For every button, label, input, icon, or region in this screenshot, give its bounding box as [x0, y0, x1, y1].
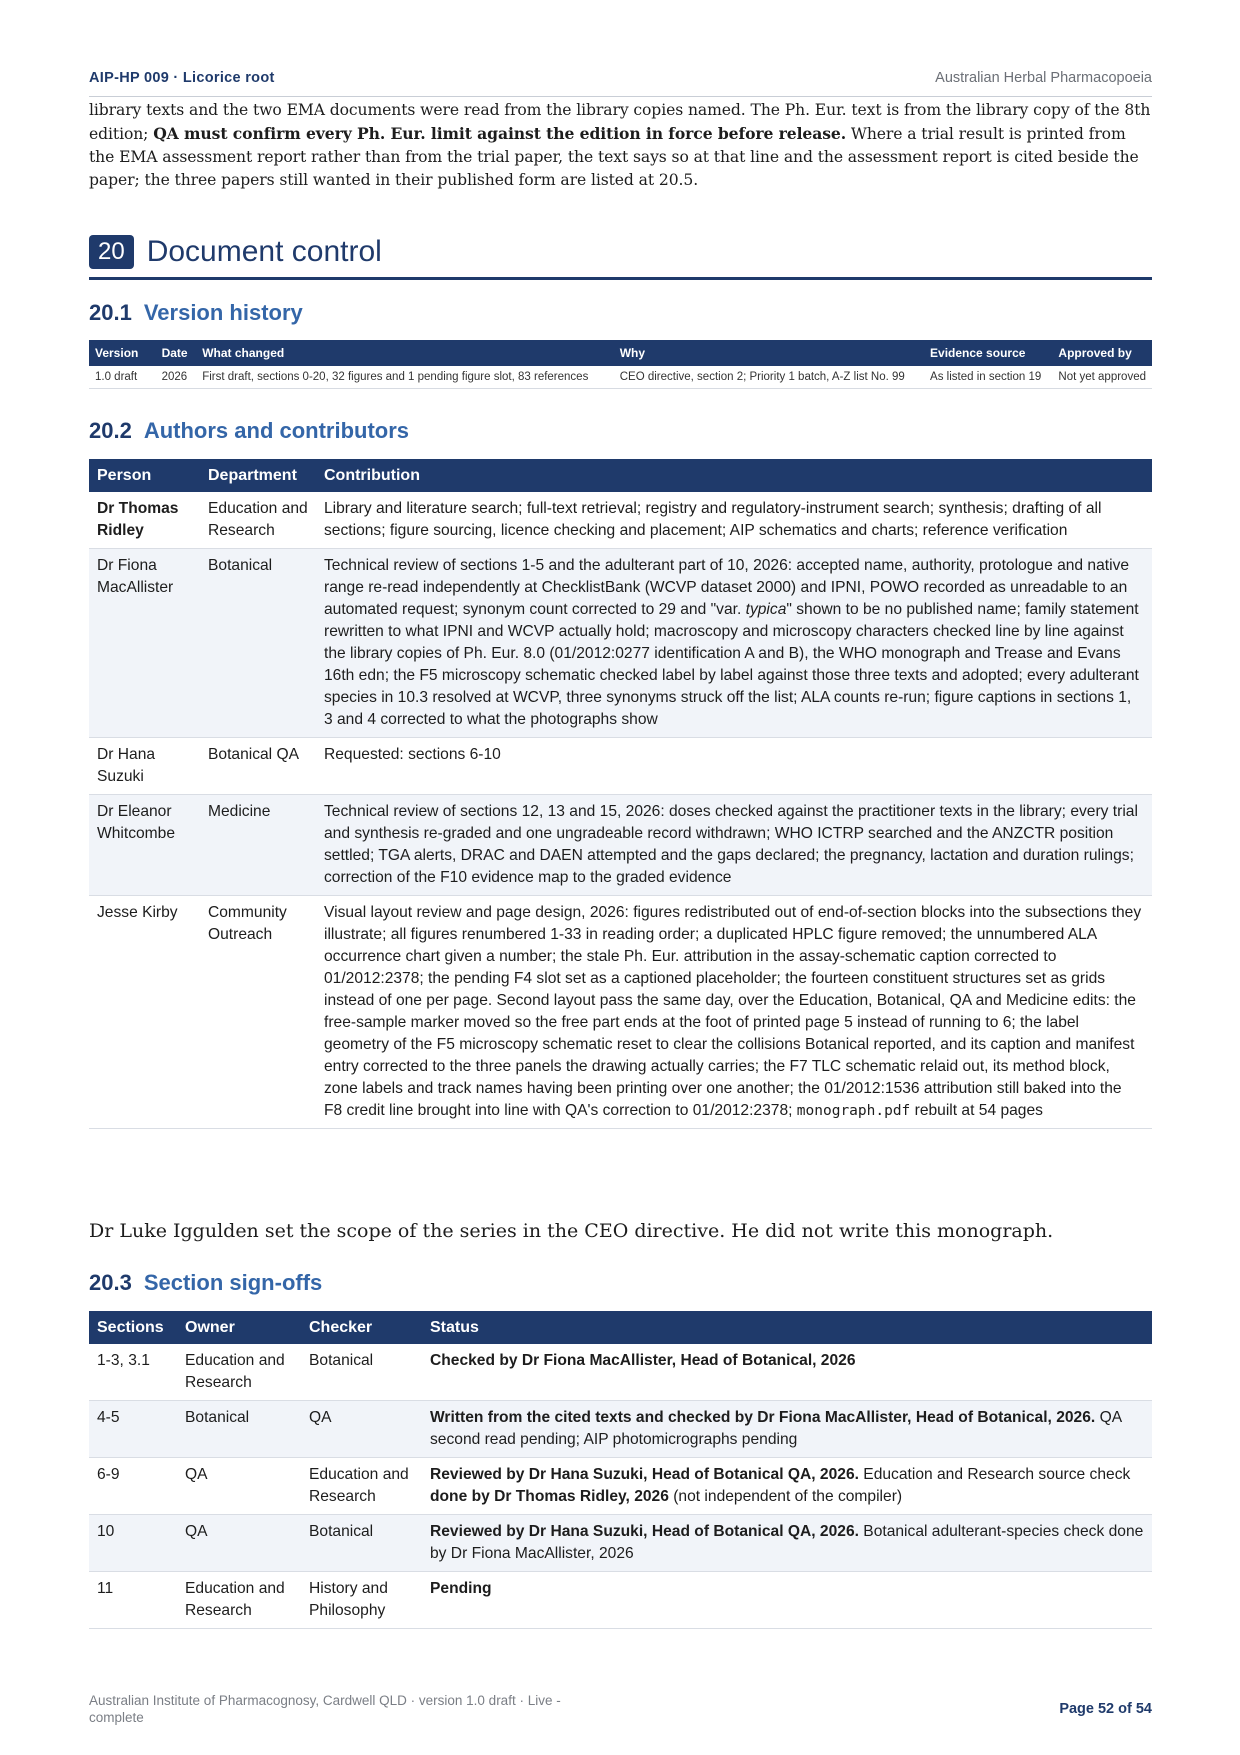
- footer-institution: Australian Institute of Pharmacognosy, Cardwell QLD · version 1.0 draft · Live - complete: [89, 1693, 561, 1725]
- scope-note: Dr Luke Iggulden set the scope of the series in the CEO directive. He did not write this monograph.: [89, 1220, 1054, 1242]
- intro-paragraph: [89, 99, 1152, 192]
- status-bold: Reviewed by Dr Hana Suzuki, Head of Botanical QA, 2026.: [430, 1523, 859, 1540]
- authors-table: [89, 459, 1152, 1129]
- column-header: Why: [614, 340, 924, 366]
- department-cell: Community Outreach: [200, 896, 316, 1129]
- subsection-number: 20.1: [89, 300, 132, 325]
- table-row: [89, 1344, 1152, 1401]
- table-row: [89, 1515, 1152, 1572]
- table-row: [89, 549, 1152, 738]
- contribution-text: rebuilt at 54 pages: [910, 1102, 1043, 1119]
- owner-cell: Education and Research: [177, 1344, 301, 1401]
- column-header: Evidence source: [924, 340, 1052, 366]
- table-row: [89, 896, 1152, 1129]
- status-cell: [422, 1572, 1152, 1629]
- department-cell: Medicine: [200, 795, 316, 896]
- status-text: (not independent of the compiler): [668, 1488, 903, 1505]
- sections-cell: 6-9: [89, 1458, 177, 1515]
- table-cell: First draft, sections 0-20, 32 figures and 1 pending figure slot, 83 references: [196, 366, 614, 389]
- table-row: [89, 1458, 1152, 1515]
- table-header-row: [89, 1311, 1152, 1344]
- version-history-table: [89, 340, 1152, 389]
- intro-text-2: Where a trial result is printed from the EMA assessment report rather than from the trial paper, the text says so at that line and the assessment report is cited beside the paper; the three papers still wanted in their published form are listed at 20.5.: [89, 125, 1139, 189]
- status-bold: done by Dr Thomas Ridley, 2026: [430, 1488, 669, 1505]
- status-cell: [422, 1401, 1152, 1458]
- subsection-number: 20.3: [89, 1270, 132, 1295]
- signoffs-table: [89, 1311, 1152, 1629]
- person-cell: Dr Thomas Ridley: [89, 492, 200, 549]
- person-cell: Dr Fiona MacAllister: [89, 549, 200, 738]
- signoffs-heading: [89, 1270, 322, 1296]
- publication-name: Australian Herbal Pharmacopoeia: [935, 70, 1152, 86]
- column-header: Department: [200, 459, 316, 492]
- section-heading: [89, 227, 1152, 280]
- checker-cell: History and Philosophy: [301, 1572, 422, 1629]
- status-bold: Written from the cited texts and checked by Dr Fiona MacAllister, Head of Botanical, 2026.: [430, 1409, 1096, 1426]
- status-cell: [422, 1344, 1152, 1401]
- table-header-row: [89, 459, 1152, 492]
- table-cell: As listed in section 19: [924, 366, 1052, 389]
- person-cell: Jesse Kirby: [89, 896, 200, 1129]
- intro-text-1: library texts and the two EMA documents were read from the library copies named. The Ph. Eur. text is from the library copy of the 8th edition;: [89, 101, 1151, 143]
- subsection-number: 20.2: [89, 418, 132, 443]
- column-header: Status: [422, 1311, 1152, 1344]
- sections-cell: 11: [89, 1572, 177, 1629]
- authors-heading: [89, 418, 409, 444]
- status-cell: [422, 1458, 1152, 1515]
- department-cell: Botanical QA: [200, 738, 316, 795]
- status-bold: Reviewed by Dr Hana Suzuki, Head of Botanical QA, 2026.: [430, 1466, 859, 1483]
- table-row: [89, 1401, 1152, 1458]
- column-header: Sections: [89, 1311, 177, 1344]
- checker-cell: Botanical: [301, 1515, 422, 1572]
- column-header: Checker: [301, 1311, 422, 1344]
- owner-cell: QA: [177, 1515, 301, 1572]
- status-text: Botanical adulterant-species check done by Dr Fiona MacAllister, 2026: [430, 1523, 1144, 1562]
- column-header: Owner: [177, 1311, 301, 1344]
- file-name-code: monograph.pdf: [796, 1103, 911, 1119]
- contribution-italic: typica: [745, 601, 787, 618]
- department-cell: Education and Research: [200, 492, 316, 549]
- checker-cell: Botanical: [301, 1344, 422, 1401]
- owner-cell: Botanical: [177, 1401, 301, 1458]
- table-row: [89, 492, 1152, 549]
- version-history-heading: [89, 300, 303, 326]
- table-header-row: [89, 340, 1152, 366]
- status-text: QA second read pending; AIP photomicrographs pending: [430, 1409, 1122, 1448]
- table-row: [89, 795, 1152, 896]
- section-number-badge: 20: [89, 235, 134, 269]
- subsection-title: Section sign-offs: [143, 1270, 323, 1295]
- table-cell: Not yet approved: [1052, 366, 1152, 389]
- checker-cell: QA: [301, 1401, 422, 1458]
- sections-cell: 4-5: [89, 1401, 177, 1458]
- contribution-cell: Technical review of sections 12, 13 and 15, 2026: doses checked against the practitioner texts in the library; every trial and synthesis re-graded and one ungradeable record withdrawn; WHO ICTRP searched and the ANZCTR position settled; TGA alerts, DRAC and DAEN attempted and the gaps declared; the pregnancy, lactation and duration rulings; correction of the F10 evidence map to the graded evidence: [316, 795, 1152, 896]
- contribution-text: Visual layout review and page design, 2026: figures redistributed out of end-of-section blocks into the subsections they illustrate; all figures renumbered 1-33 in reading order; a duplicated HPLC figure removed; the unnumbered ALA occurrence chart given a number; the stale Ph. Eur. attribution in the assay-schematic caption corrected to 01/2012:2378; the pending F4 slot set as a captioned placeholder; the fourteen constituent structures set as grids instead of one per page. Second layout pass the same day, over the Education, Botanical, QA and Medicine edits: the free-sample marker moved so the free part ends at the foot of printed page 5 instead of running to 6; the label geometry of the F5 microscopy schematic reset to clear the collisions Botanical reported, and its caption and manifest entry corrected to the three panels the drawing actually carries; the F7 TLC schematic relaid out, its method block, zone labels and track names having been printing over one another; the 01/2012:1536 attribution still baked into the F8 credit line brought into line with QA's correction to 01/2012:2378;: [324, 904, 1142, 1119]
- page-number: Page 52 of 54: [1059, 1701, 1152, 1717]
- contribution-cell: [316, 549, 1152, 738]
- table-cell: CEO directive, section 2; Priority 1 batch, A-Z list No. 99: [614, 366, 924, 389]
- person-cell: Dr Hana Suzuki: [89, 738, 200, 795]
- column-header: Contribution: [316, 459, 1152, 492]
- table-row: [89, 1572, 1152, 1629]
- subsection-title: Authors and contributors: [143, 418, 410, 443]
- column-header: Version: [89, 340, 156, 366]
- column-header: What changed: [196, 340, 614, 366]
- column-header: Person: [89, 459, 200, 492]
- contribution-text: " shown to be no published name; family statement rewritten to what IPNI and WCVP actually hold; macroscopy and microscopy characters checked line by line against the library copies of Ph. Eur. 8.0 (01/2012:0277 identification A and B), the WHO monograph and Trease and Evans 16th edn; the F5 microscopy schematic checked label by label against those three texts and adopted; every adulterant species in 10.3 resolved at WCVP, three synonyms struck off the list; ALA counts re-run; figure captions in sections 1, 3 and 4 corrected to what the photographs show: [324, 601, 1139, 728]
- status-text: Education and Research source check: [858, 1466, 1131, 1483]
- status-bold: Pending: [430, 1580, 492, 1597]
- contribution-cell: [316, 896, 1152, 1129]
- table-cell: 2026: [156, 366, 197, 389]
- contribution-text: Technical review of sections 1-5 and the adulterant part of 10, 2026: accepted name, authority, protologue and native range re-read independently at ChecklistBank (WCVP dataset 2000) and IPNI, POWO recorded as unreadable to an automated request; synonym count corrected to 29 and "var.: [324, 557, 1130, 618]
- monograph-id: AIP-HP 009 · Licorice root: [89, 70, 275, 86]
- intro-bold-warning: QA must confirm every Ph. Eur. limit against the edition in force before release.: [153, 124, 847, 143]
- subsection-title: Version history: [143, 300, 303, 325]
- person-cell: Dr Eleanor Whitcombe: [89, 795, 200, 896]
- column-header: Approved by: [1052, 340, 1152, 366]
- department-cell: Botanical: [200, 549, 316, 738]
- section-title: Document control: [146, 235, 382, 268]
- owner-cell: Education and Research: [177, 1572, 301, 1629]
- table-row: [89, 366, 1152, 389]
- owner-cell: QA: [177, 1458, 301, 1515]
- table-cell: 1.0 draft: [89, 366, 156, 389]
- status-cell: [422, 1515, 1152, 1572]
- running-header: [89, 70, 1152, 97]
- column-header: Date: [156, 340, 197, 366]
- table-row: [89, 738, 1152, 795]
- contribution-cell: Library and literature search; full-text retrieval; registry and regulatory-instrument search; synthesis; drafting of all sections; figure sourcing, licence checking and placement; AIP schematics and charts; reference verification: [316, 492, 1152, 549]
- status-bold: Checked by Dr Fiona MacAllister, Head of Botanical, 2026: [430, 1352, 856, 1369]
- contribution-cell: Requested: sections 6-10: [316, 738, 1152, 795]
- sections-cell: 10: [89, 1515, 177, 1572]
- sections-cell: 1-3, 3.1: [89, 1344, 177, 1401]
- checker-cell: Education and Research: [301, 1458, 422, 1515]
